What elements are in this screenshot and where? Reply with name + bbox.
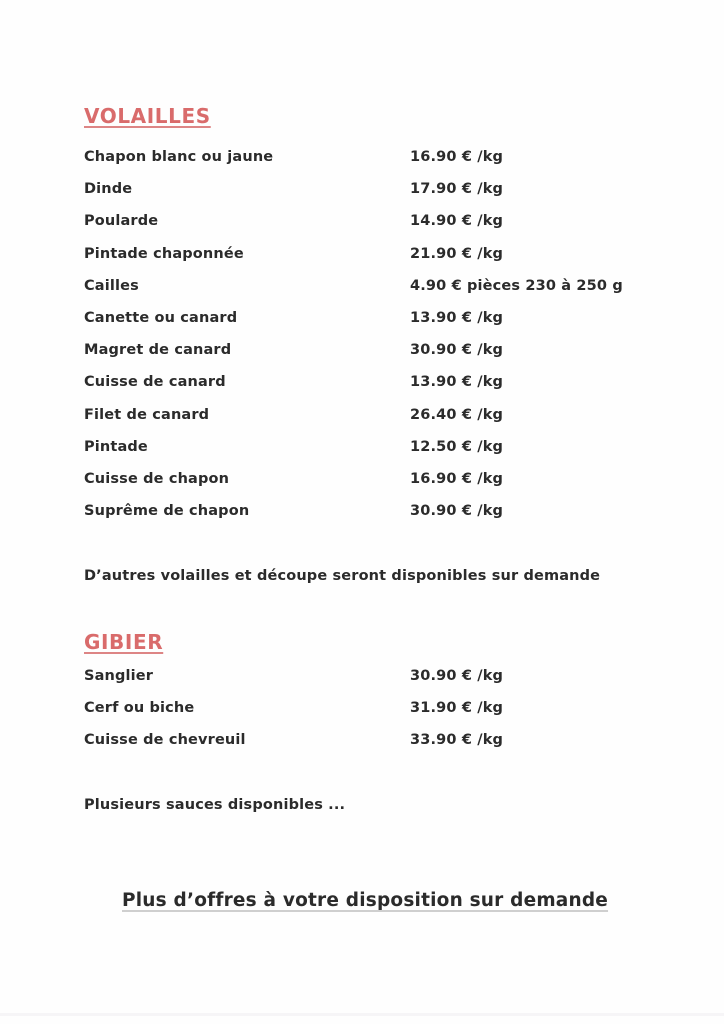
item-price: 30.90 € /kg [410, 668, 504, 685]
footer-note: Plus d’offres à votre disposition sur demande [122, 890, 609, 911]
item-name: Cailles [84, 277, 139, 294]
menu-row [84, 141, 680, 173]
item-price: 30.90 € /kg [410, 342, 504, 359]
menu-row [84, 238, 680, 270]
item-price: 33.90 € /kg [410, 732, 504, 749]
menu-row [84, 366, 680, 398]
section-title-gibier: GIBIER [84, 630, 164, 654]
item-name: Chapon blanc ou jaune [84, 149, 274, 166]
sauces-note: Plusieurs sauces disponibles ... [84, 797, 346, 813]
item-price: 31.90 € /kg [410, 700, 504, 717]
item-name: Cuisse de chevreuil [84, 732, 246, 749]
item-name: Canette ou canard [84, 310, 238, 327]
item-name: Dinde [84, 181, 133, 198]
volailles-rows [84, 141, 680, 527]
menu-row [84, 399, 680, 431]
item-price: 16.90 € /kg [410, 470, 504, 487]
section-gibier [84, 630, 680, 757]
item-name: Poularde [84, 213, 159, 230]
item-price: 17.90 € /kg [410, 181, 504, 198]
item-price: 21.90 € /kg [410, 245, 504, 262]
item-name: Cerf ou biche [84, 700, 195, 717]
item-name: Cuisse de canard [84, 374, 226, 391]
item-name: Cuisse de chapon [84, 470, 230, 487]
menu-row [84, 463, 680, 495]
item-price: 30.90 € /kg [410, 503, 504, 520]
item-price: 14.90 € /kg [410, 213, 504, 230]
section-title-volailles: VOLAILLES [84, 104, 211, 128]
menu-row [84, 173, 680, 205]
menu-row [84, 495, 680, 527]
section-volailles [84, 104, 680, 527]
item-price: 26.40 € /kg [410, 406, 504, 423]
menu-row [84, 724, 680, 756]
item-price: 4.90 € pièces 230 à 250 g [410, 277, 623, 294]
menu-row [84, 270, 680, 302]
item-price: 16.90 € /kg [410, 149, 504, 166]
item-name: Pintade [84, 438, 148, 455]
gibier-rows [84, 660, 680, 757]
scan-edge-artifact [0, 1013, 724, 1016]
item-price: 13.90 € /kg [410, 374, 504, 391]
item-name: Sanglier [84, 668, 154, 685]
menu-row [84, 692, 680, 724]
item-name: Suprême de chapon [84, 503, 250, 520]
volailles-note: D’autres volailles et découpe seront disponibles sur demande [84, 568, 601, 584]
item-name: Pintade chaponnée [84, 245, 244, 262]
menu-row [84, 431, 680, 463]
menu-row [84, 660, 680, 692]
item-name: Filet de canard [84, 406, 210, 423]
item-price: 13.90 € /kg [410, 310, 504, 327]
item-price: 12.50 € /kg [410, 438, 504, 455]
item-name: Magret de canard [84, 342, 232, 359]
menu-row [84, 302, 680, 334]
menu-row [84, 334, 680, 366]
menu-row [84, 205, 680, 237]
